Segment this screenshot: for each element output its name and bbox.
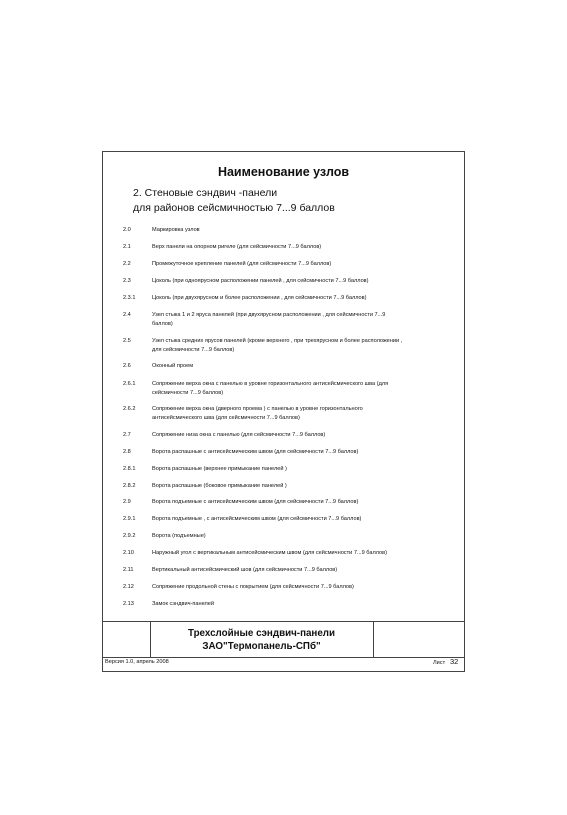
footer-divider-bottom <box>102 657 465 658</box>
item-number: 2.6.1 <box>123 381 136 387</box>
item-text: Сопряжение верха окна (дверного проема ) с панелью в уровне горизонтального <box>152 406 363 412</box>
item-text: Цоколь (при одноярусном расположении панелей , для сейсмичности 7...9 баллов) <box>152 278 369 284</box>
item-text: Верх панели на опорном ригеле (для сейсмичности 7...9 баллов) <box>152 244 322 250</box>
item-number: 2.3.1 <box>123 295 136 301</box>
item-text: Ворота подъемные , с антисейсмическим швом (для сейсмичности 7...9 баллов) <box>152 516 362 522</box>
item-number: 2.9 <box>123 499 131 505</box>
item-number: 2.11 <box>123 567 134 573</box>
footer-vline-right <box>373 621 374 657</box>
item-text: Сопряжение продольной стены с покрытием (для сейсмичности 7...9 баллов) <box>152 584 354 590</box>
section-heading-line2: для районов сейсмичностью 7...9 баллов <box>133 202 335 214</box>
footer-divider <box>102 621 465 622</box>
item-number: 2.8.1 <box>123 466 136 472</box>
item-number: 2.2 <box>123 261 131 267</box>
item-number: 2.0 <box>123 227 131 233</box>
item-text: Сопряжение низа окна с панелью (для сейсмичности 7...9 баллов) <box>152 432 326 438</box>
item-text: Цоколь (при двухярусном и более расположении , для сейсмичности 7...9 баллов) <box>152 295 367 301</box>
item-number: 2.3 <box>123 278 131 284</box>
section-heading-line1: 2. Стеновые сэндвич -панели <box>133 187 278 199</box>
item-number: 2.5 <box>123 338 131 344</box>
item-text: Промежуточное крепление панелей (для сейсмичности 7...9 баллов) <box>152 261 332 267</box>
sheet-label: Лист <box>433 660 446 666</box>
item-number: 2.10 <box>123 550 134 556</box>
sheet-number: 32 <box>450 657 459 666</box>
item-number: 2.9.1 <box>123 516 136 522</box>
item-text: Ворота распашные (боковое примыкание панелей ) <box>152 483 287 489</box>
item-text: Оконный проем <box>152 363 194 369</box>
item-text: Ворота распашные с антисейсмическим швом (для сейсмичности 7...9 баллов) <box>152 449 359 455</box>
item-text-continued: антисейсмического шва (для сейсмичности 7...9 баллов) <box>152 414 300 421</box>
item-number: 2.12 <box>123 584 134 590</box>
item-number: 2.6 <box>123 363 131 369</box>
item-text: Ворота подъемные с антисейсмическим швом (для сейсмичности 7...9 баллов) <box>152 499 359 505</box>
item-number: 2.9.2 <box>123 533 136 539</box>
item-number: 2.8.2 <box>123 483 136 489</box>
item-text: Маркировка узлов <box>152 227 200 233</box>
item-number: 2.7 <box>123 432 131 438</box>
item-number: 2.6.2 <box>123 406 136 412</box>
item-text: Узел стыка средних ярусов панелей (кроме верхнего , при трехярусном и более расположении , <box>152 338 403 344</box>
item-number: 2.13 <box>123 601 134 607</box>
version-label: Версия 1.0, апрель 2008 <box>105 659 169 665</box>
item-text-continued: баллов) <box>152 320 173 327</box>
footer-title-line2: ЗАО"Термопанель-СПб" <box>202 641 321 652</box>
page-title: Наименование узлов <box>217 165 350 179</box>
item-text: Наружный угол с вертикальным антисейсмическим швом (для сейсмичности 7...9 баллов) <box>152 550 387 556</box>
item-number: 2.8 <box>123 449 131 455</box>
item-text: Сопряжение верха окна с панелью в уровне горизонтального антисейсмического шва (для <box>152 381 389 387</box>
item-text: Вертикальный антисейсмический шов (для сейсмичности 7...9 баллов) <box>152 567 338 573</box>
footer-title-line1: Трехслойные сэндвич-панели <box>187 628 336 639</box>
item-text: Узел стыка 1 и 2 яруса панелей (при двухярусном расположении , для сейсмичности 7...9 <box>152 312 386 318</box>
item-text: Ворота (подъемные) <box>152 533 206 539</box>
item-number: 2.4 <box>123 312 131 318</box>
item-text: Замок сэндвич-панелей <box>152 601 215 607</box>
item-text-continued: для сейсмичности 7...9 баллов) <box>152 346 235 353</box>
item-number: 2.1 <box>123 244 131 250</box>
item-text: Ворота распашные (верхнее примыкание панелей ) <box>152 466 287 472</box>
item-text-continued: сейсмичности 7...9 баллов) <box>152 389 224 396</box>
